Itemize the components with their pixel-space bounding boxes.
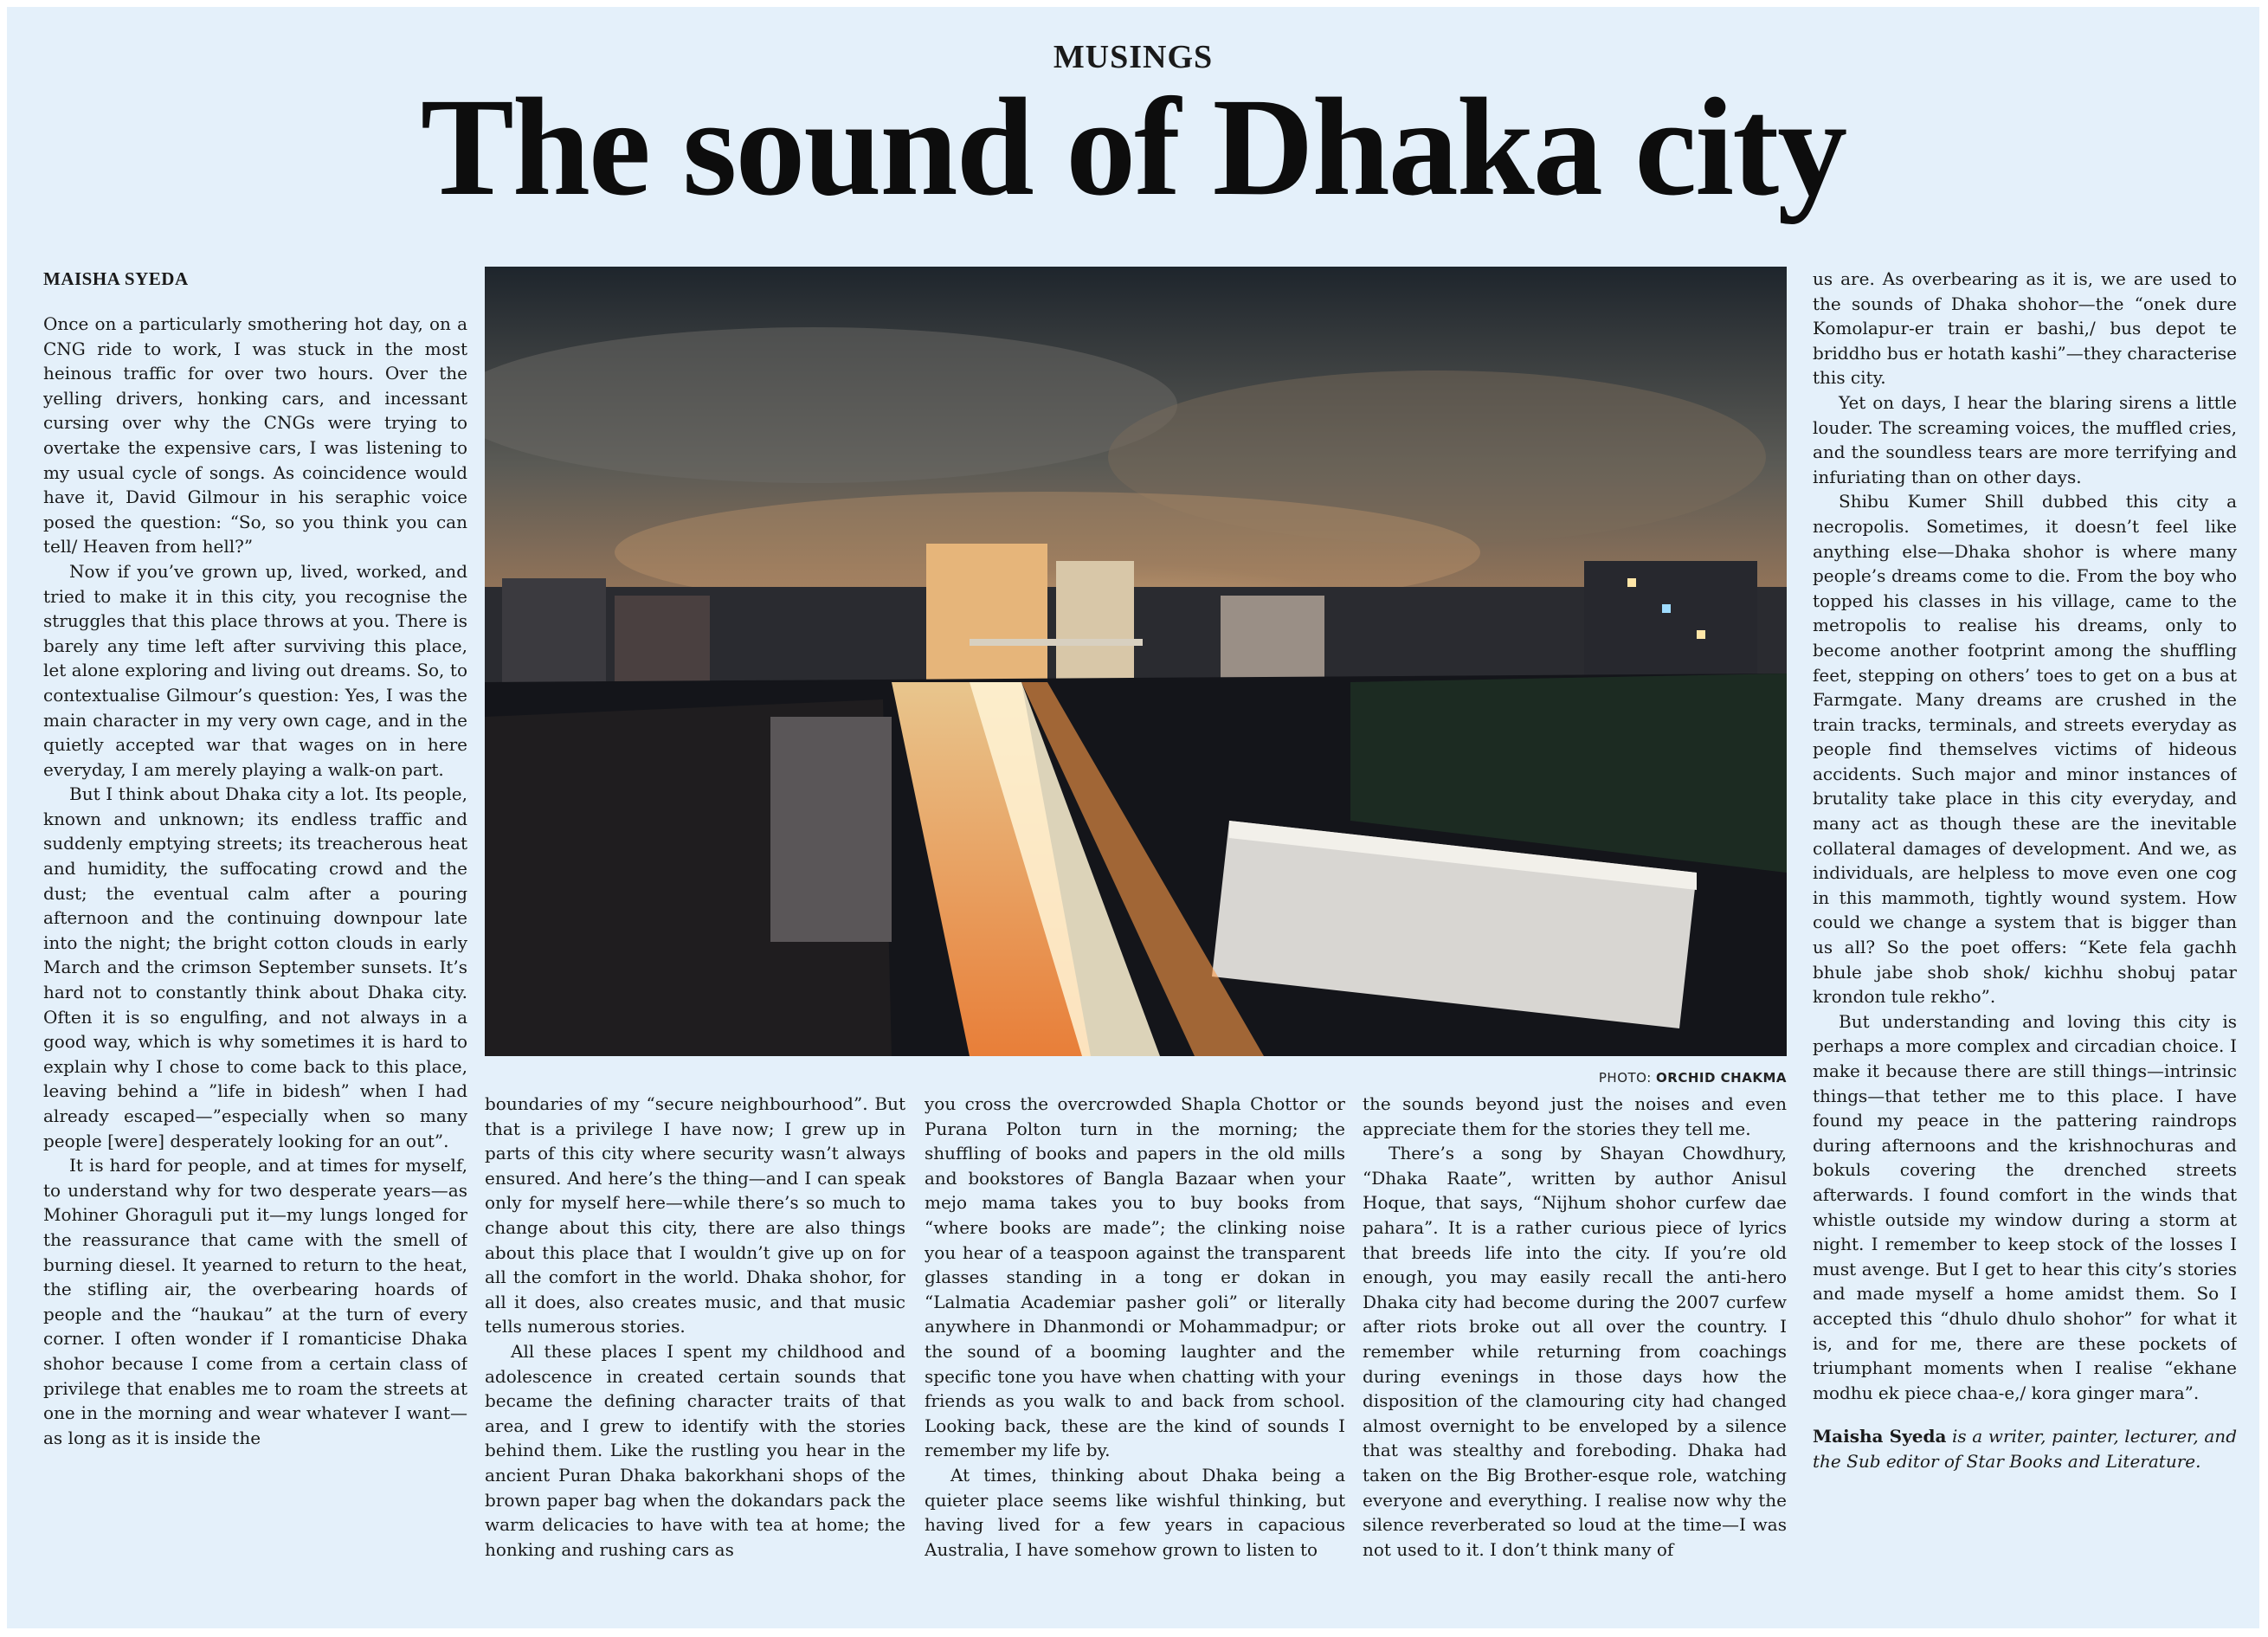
author-name: Maisha Syeda	[1813, 1426, 1947, 1447]
paragraph: Shibu Kumer Shill dubbed this city a necropolis. Sometimes, it doesn’t feel like anything else—Dhaka shohor is where many people’s dreams come to die. From the boy who topped his classes in his village, came to the metropolis to realise his dreams, only to become another footprint among the shuffling feet, stepping on others’ toes to get on a bus at Farmgate. Many dreams are crushed in the train tracks, terminals, and streets everyday as people find themselves victims of hideous accidents. Such major and minor instances of brutality take place in this city everyday, and many act as though these are the inevitable collateral damages of development. And we, as individuals, are helpless to move even one cog in this mammoth, tightly wound system. How could we change a system that is bigger than us all? So the poet offers: “Kete fela gachh bhule jabe shob shok/ kichhu shobuj patar krondon tule rekho”.	[1813, 491, 2237, 1008]
paragraph: All these places I spent my childhood and adolescence in created certain sounds that became the defining character traits of that area, and I grew to identify with the stories behind them. Like the rustling you hear in the ancient Puran Dhaka bakorkhani shops of the brown paper bag when the dokandars pack the warm delicacies to have with tea at home; the honking and rushing cars as	[485, 1340, 905, 1560]
city-night-photo	[485, 267, 1787, 1056]
paragraph: the sounds beyond just the noises and even appreciate them for the stories they tell me.	[1363, 1093, 1787, 1139]
photo-credit	[1599, 1070, 1787, 1086]
paragraph: At times, thinking about Dhaka being a quieter place seems like wishful thinking, but having lived for a few years in capacious Australia, I have somehow grown to listen to	[925, 1464, 1345, 1560]
section-label: MUSINGS	[1053, 39, 1214, 75]
author-bio-text: is a writer, painter, lecturer, and the Sub editor of Star Books and Literature.	[1813, 1426, 2237, 1472]
article-column-3	[925, 1092, 1345, 1602]
paragraph: It is hard for people, and at times for myself, to understand why for two desperate years—as Mohiner Ghoraguli put it—my lungs longed for the reassurance that came with the smell of burning diesel. It yearned to return to the heat, the stifling air, the overbearing hoards of people and the “haukau” at the turn of every corner. I often wonder if I romanticise Dhaka shohor because I come from a certain class of privilege that enables me to roam the streets at one in the morning and wear whatever I want—as long as it is inside the	[43, 1155, 467, 1448]
author-bio	[1813, 1424, 2237, 1473]
photo-credit-name: ORCHID CHAKMA	[1656, 1070, 1787, 1086]
paragraph: Yet on days, I hear the blaring sirens a little louder. The screaming voices, the muffled cries, and the soundless tears are more terrifying and infuriating than on other days.	[1813, 391, 2237, 487]
newspaper-page	[7, 7, 2259, 1628]
headline: The sound of Dhaka city	[420, 70, 1846, 225]
article-column-1	[43, 312, 467, 1597]
paragraph: boundaries of my “secure neighbourhood”. But that is a privilege I have now; I grew up in parts of this city where security wasn’t always ensured. And here’s the thing—and I can speak only for myself here—while there’s so much to change about this city, there are also things about this place that I wouldn’t give up on for all the comfort in the world. Dhaka shohor, for all it does, also creates music, and that music tells numerous stories.	[485, 1093, 905, 1337]
paragraph: There’s a song by Shayan Chowdhury, “Dhaka Raate”, written by author Anisul Hoque, that says, “Nijhum shohor curfew dae pahara”. It is a rather curious piece of lyrics that breeds life into the city. If you’re old enough, you may easily recall the anti-hero Dhaka city had become during the 2007 curfew after riots broke out all over the country. I remember while returning from coachings during evenings in those days how the disposition of the clamouring city had changed almost overnight to be enveloped by a silence that was stealthy and foreboding. Dhaka had taken on the Big Brother-esque role, watching everyone and everything. I realise now why the silence reverberated so loud at the time—I was not used to it. I don’t think many of	[1363, 1143, 1787, 1560]
article-column-2	[485, 1092, 905, 1602]
paragraph: Now if you’ve grown up, lived, worked, and tried to make it in this city, you recognise the struggles that this place throws at you. There is barely any time left after surviving this place, let alone exploring and living out dreams. So, to contextualise Gilmour’s question: Yes, I was the main character in my very own cage, and in the quietly accepted war that wages on in here everyday, I am merely playing a walk-on part.	[43, 560, 467, 780]
paragraph: you cross the overcrowded Shapla Chottor or Purana Polton turn in the morning; the shuffling of books and papers in the old mills and bookstores of Bangla Bazaar when your mejo mama takes you to buy books from “where books are made”; the clinking noise you hear of a teaspoon against the transparent glasses standing in a tong er dokan in “Lalmatia Academiar pasher goli” or literally anywhere in Dhanmondi or Mohammadpur; or the sound of a booming laughter and the specific tone you have when chatting with your friends as you walk to and back from school. Looking back, these are the kind of sounds I remember my life by.	[925, 1093, 1345, 1461]
article-column-5	[1813, 267, 2237, 1617]
byline: MAISHA SYEDA	[43, 268, 189, 289]
paragraph: Once on a particularly smothering hot day, on a CNG ride to work, I was stuck in the most heinous traffic for over two hours. Over the yelling drivers, honking cars, and incessant cursing over why the CNGs were trying to overtake the expensive cars, I was listening to my usual cycle of songs. As coincidence would have it, David Gilmour in his seraphic voice posed the question: “So, so you think you can tell/ Heaven from hell?”	[43, 313, 467, 557]
article-column-4	[1363, 1092, 1787, 1602]
photo-credit-label: PHOTO:	[1598, 1070, 1652, 1086]
paragraph: But understanding and loving this city is perhaps a more complex and circadian choice. I make it because there are still things—intrinsic things—that tether me to this place. I have found my peace in the pattering raindrops during afternoons and the krishnochuras and bokuls covering the drenched streets afterwards. I found comfort in the winds that whistle outside my window during a storm at night. I remember to keep stock of the losses I must avenge. But I get to hear this city’s stories and made myself a home amidst them. So I accepted this “dhulo dhulo shohor” for what it is, and for me, there are these pockets of triumphant moments when I realise “ekhane modhu ek piece chaa-e,/ kora ginger mara”.	[1813, 1010, 2237, 1403]
paragraph: us are. As overbearing as it is, we are used to the sounds of Dhaka shohor—the “onek dure Komolapur-er train er bashi,/ bus depot te briddho bus er hotath kashi”—they characterise this city.	[1813, 268, 2237, 389]
paragraph: But I think about Dhaka city a lot. Its people, known and unknown; its endless traffic and suddenly emptying streets; its treacherous heat and humidity, the suffocating crowd and the dust; the eventual calm after a pouring afternoon and the continuing downpour late into the night; the bright cotton clouds in early March and the crimson September sunsets. It’s hard not to constantly think about Dhaka city. Often it is so engulfing, and not always in a good way, which is why sometimes it is hard to explain why I chose to come back to this place, leaving behind a ”life in bidesh” when I had already escaped—”especially when so many people [were] desperately looking for an out”.	[43, 783, 467, 1151]
